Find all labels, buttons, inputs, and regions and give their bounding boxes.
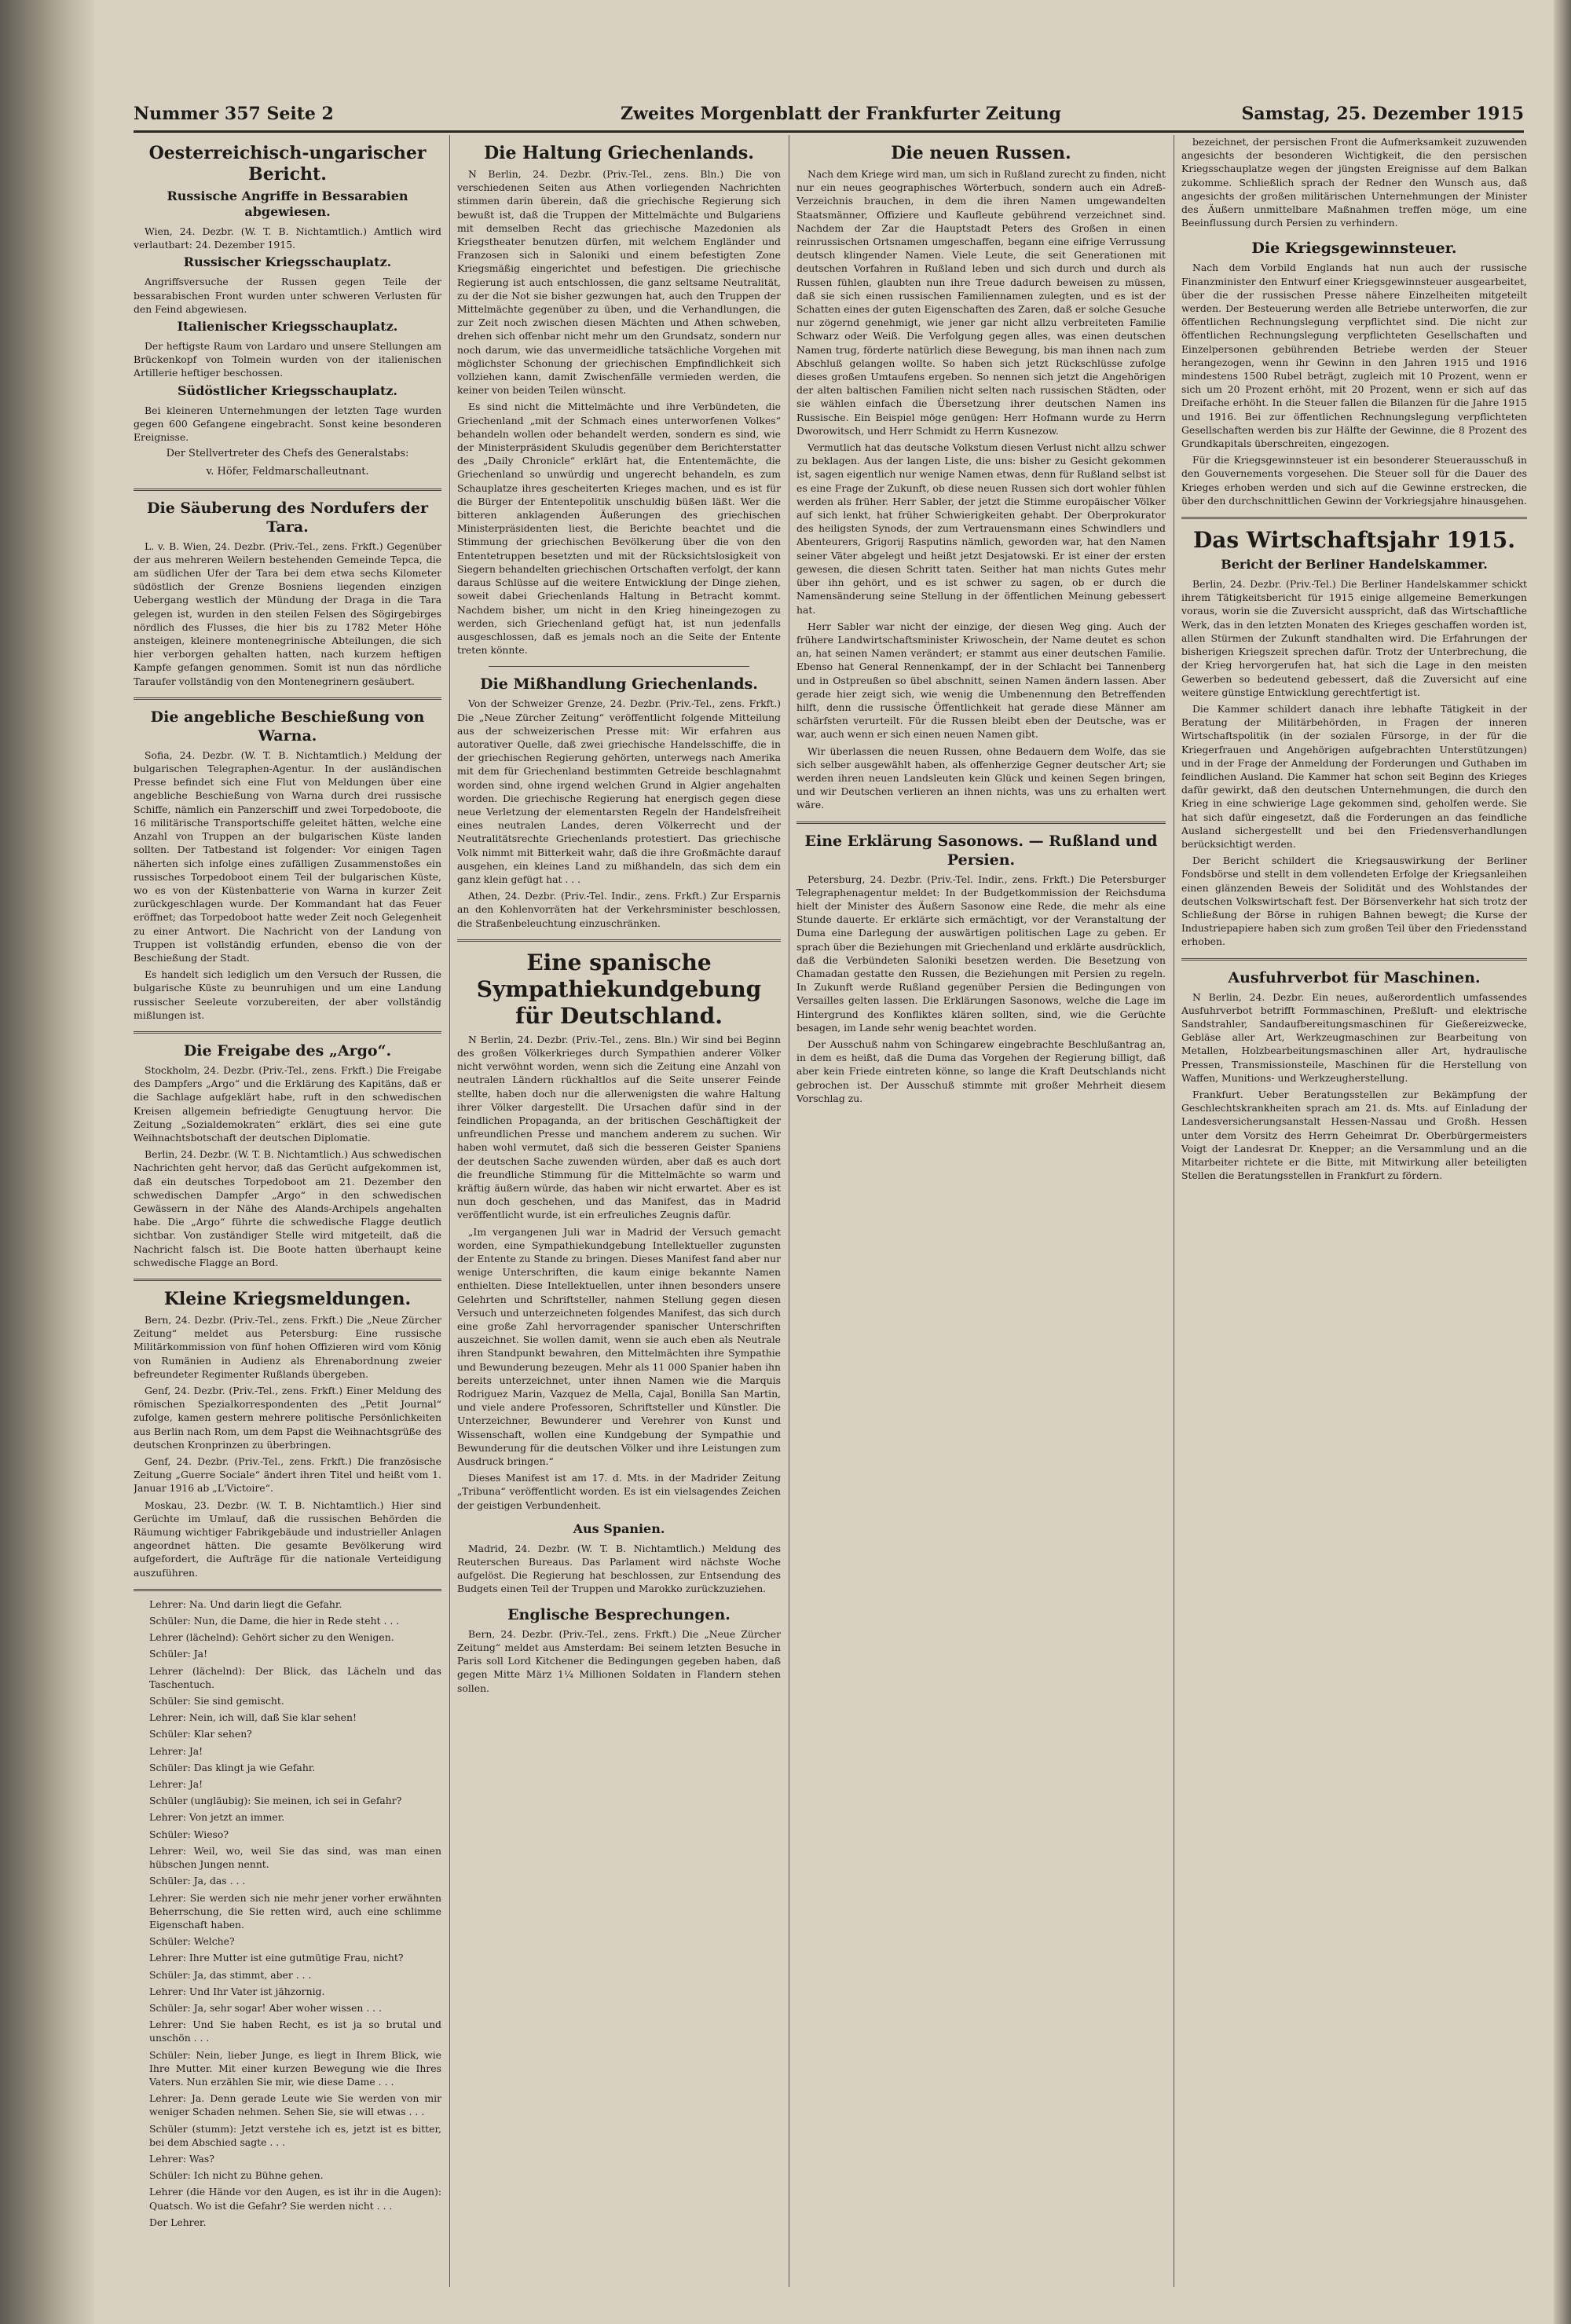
section-heading: Russischer Kriegsschauplatz.	[183, 254, 392, 270]
article-export-ban	[1181, 968, 1527, 1183]
article-paragraph: Es handelt sich lediglich um den Versuch der Russen, die bulgarische Küste zu beunruhigen und um eine Landung russischer Seeleute vorzubereiten, der aber vollständig mißlungen ist.	[134, 968, 441, 1021]
article-paragraph: Stockholm, 24. Dezbr. (Priv.-Tel., zens. Frkft.) Die Freigabe des Dampfers „Argo“ und die Erklärung des Kapitäns, daß er die Sachlage aufgeklärt habe, ruft in den schwedischen Kreisen allgemein befriedigte Genugtuung hervor. Die Zeitung „Sozialdemokraten“ erklärt, dies sei eine gute Weihnachtsbotschaft der deutschen Diplomatie.	[134, 1063, 441, 1144]
article-paragraph: Athen, 24. Dezbr. (Priv.-Tel. Indir., zens. Frkft.) Zur Ersparnis an den Kohlenvorräten hat der Verkehrsminister beschlossen, die Straßenbeleuchtung einzuschränken.	[457, 890, 781, 929]
article-paragraph: Vermutlich hat das deutsche Volkstum diesen Verlust nicht allzu schwer zu beklagen. Aus der langen Liste, die uns: bisher zu Gesicht gekommen ist, sagen eigentlich nur wenige Namen etwas, denn für Rußland selbst ist es eine Frage der Zukunft, ob diese neuen Russen sich dort wohler fühlen werden als früher. Herr Sabler, der jetzt die Stimme europäischer Völker auf sich lenkt, hat früher Schwierigkeiten gehabt. Der Oberprokurator des heiligsten Synods, der zum Vertrauensmann eines Schwindlers und Abenteurers, Grigorij Rasputins nämlich, geworden war, hat den Namen seiner Väter abgelegt und heißt jetzt Desjatowski. Er ist einer der ersten gewesen, die diesen Schritt taten. Seither hat man nichts Gutes mehr über ihn gehört, und es ist schwer zu sagen, ob er durch die Namensänderung seine Stellung in der öffentlichen Meinung gebessert hat.	[796, 441, 1166, 616]
article-paragraph: Sofia, 24. Dezbr. (W. T. B. Nichtamtlich.) Meldung der bulgarischen Telegraphen-Agentur. In der ausländischen Presse befindet sich eine Flut von Meldungen über eine angebliche Beschießung von Warna durch drei russische Schiffe, nämlich ein Panzerschiff und zwei Torpedoboote, die 16 militärische Transportschiffe geleitet hätten, welche eine Anzahl von Truppen an der bulgarischen Küste landen sollten. Der Tatbestand ist folgender: Vor einigen Tagen näherten sich infolge eines zufälligen Zusammenstoßes ein russisches Torpedoboot einem Teil der bulgarischen Küste, wo es von der Küstenbatterie von Warna in kurzer Zeit zurückgeschlagen wurde. Der Kommandant hat das Feuer eröffnet; das Torpedoboot hatte weder Zeit noch Gelegenheit zu einer Antwort. Die Nachricht von der Landung von Truppen ist vollständig erfunden, ebenso die von der Beschießung der Stadt.	[134, 748, 441, 964]
article-subtitle: Bericht der Berliner Handelskammer.	[1221, 557, 1488, 573]
dialog-line: Lehrer: Sie werden sich nie mehr jener vorher erwähnten Beherrschung, die Sie retten wird, auch eine schlimme Eigenschaft haben.	[149, 1891, 441, 1931]
dialog-line: Schüler: Ja, sehr sogar! Aber woher wissen . . .	[149, 2001, 383, 2014]
article-paragraph: Für die Kriegsgewinnsteuer ist ein besonderer Steuerausschuß in den Gouvernements vorgesehen. Die Steuer soll für die Dauer des Krieges erhoben werden und sich auf die Gewinne erstrecken, die über den durchschnittlichen Gewinn der Vorkriegsjahre hinausgehen.	[1181, 454, 1527, 507]
dialog-line: Lehrer (lächelnd): Gehört sicher zu den Wenigen.	[149, 1631, 394, 1644]
column-3	[796, 135, 1166, 2287]
article-title: Die Haltung Griechenlands.	[484, 143, 754, 163]
article-paragraph: Die Kammer schildert danach ihre lebhafte Tätigkeit in der Beratung der Militärbehörden, in Fragen der inneren Wirtschaftspolitik (in der sozialen Fürsorge, in der für die Kriegerfrauen und Angehörigen aufgebrachten Unterstützungen) und in der Frage der Anmeldung der Forderungen und Guthaben im feindlichen Ausland. Die Kammer hat schon seit Beginn des Krieges dafür gewirkt, daß den deutschen Unternehmungen, die durch den Krieg in eine schwierige Lage gekommen sind, geholfen werde. Sie hat sich dafür eingesetzt, daß die Forderungen an das feindliche Ausland sichergestellt und bei den Friedensverhandlungen berücksichtigt werden.	[1181, 702, 1527, 850]
article-paragraph: Nach dem Vorbild Englands hat nun auch der russische Finanzminister den Entwurf einer Kriegsgewinnsteuer ausgearbeitet, über die der russischen Presse nähere Einzelheiten mitgeteilt werden. Der Besteuerung werden alle Betriebe unterworfen, die zur öffentlichen Rechnungslegung verpflichtet sind. Die nicht zur öffentlichen Rechnungslegung verpflichteten Gesellschaften und Einzelpersonen gebührenden Betriebe werden der Steuer herangezogen, wenn ihr Gewinn in den Jahren 1915 und 1916 mindestens 1500 Rubel beträgt, zugleich mit 10 Prozent, wenn er sich um 20 Prozent erhöht, mit 20 Prozent, wenn er sich auf das Dreifache erhöht. In die Steuer fallen die Bilanzen für die Jahre 1915 und 1916. Bei zur öffentlichen Rechnungslegung verpflichteten Gesellschaften werden bis zur Hälfte der Gewinne, die 8 Prozent des Grundkapitals überschreiten, eingezogen.	[1181, 262, 1527, 450]
dialog-line: Schüler: Sie sind gemischt.	[149, 1695, 284, 1707]
article-title: Das Wirtschaftsjahr 1915.	[1192, 527, 1516, 554]
article-argo	[134, 1041, 441, 1269]
article-title: Englische Besprechungen.	[507, 1605, 731, 1623]
dialog-line: Lehrer: Und Ihr Vater ist jähzornig.	[149, 1985, 325, 1997]
feuilleton-dialog	[134, 1598, 441, 2229]
article-tara	[134, 499, 441, 688]
column-4	[1181, 135, 1527, 2287]
article-paragraph: Der Bericht schildert die Kriegsauswirkung der Berliner Fondsbörse und stellt in dem vollendeten Erfolge der Kriegsanleihen einen glänzenden Beweis der Solidität und des Wohlstandes der deutschen Volkswirtschaft fest. Der Börsenverkehr hat sich trotz der Schließung der Börse in ruhigen Bahnen bewegt; die Kurse der Industriepapiere haben sich zum großen Teil über den Friedensstand erhoben.	[1181, 855, 1527, 948]
column-1	[134, 135, 441, 2287]
article-paragraph: Berlin, 24. Dezbr. (W. T. B. Nichtamtlich.) Aus schwedischen Nachrichten geht hervor, daß das Gerücht aufgekommen ist, daß ein deutsches Torpedoboot am 21. Dezember den schwedischen Dampfer „Argo“ in den schwedischen Gewässern in der Nähe des Alands-Archipels angehalten habe. Die „Argo“ führte die schwedische Flagge deutlich sichtbar. Von zuständiger Stelle wird mitgeteilt, daß die Nachricht falsch ist. Die Boote hatten überhaupt keine schwedische Flagge an Bord.	[134, 1148, 441, 1268]
article-paragraph: Bern, 24. Dezbr. (Priv.-Tel., zens. Frkft.) Die „Neue Zürcher Zeitung“ meldet aus Amsterdam: Bei seinem letzten Besuche in Paris soll Lord Kitchener die Bedingungen gegeben haben, daß gegen Mitte März 1¼ Millionen Soldaten in Flandern stehen sollen.	[457, 1627, 781, 1694]
article-paragraph: Der Ausschuß nahm von Schingarew eingebrachte Beschlußantrag an, in dem es heißt, daß die Duma das Vorgehen der Regierung billigt, daß aber kein Friede eintreten könne, so lange die Kraft Deutschlands nicht gebrochen ist. Der Ausschuß stimmte mit großer Mehrheit diesem Vorschlag zu.	[796, 1038, 1166, 1104]
article-title: Die angebliche Beschießung von Warna.	[150, 708, 425, 745]
issue-number: Nummer 357 Seite 2	[134, 104, 334, 124]
dialog-line: Schüler (ungläubig): Sie meinen, ich sei in Gefahr?	[149, 1795, 402, 1807]
article-paragraph: Nach dem Kriege wird man, um sich in Rußland zurecht zu finden, nicht nur ein neues geographisches Wörterbuch, sondern auch ein Adreß-Verzeichnis brauchen, in dem die ihren Namen umgewandelten Staatsmänner, Offiziere und Kaufleute gebührend verzeichnet sind. Nachdem der Zar die Hauptstadt Peters des Großen in einen reinrussischen Ortsnamen umgeschaffen, begann eine eifrige Verrussung deutsch klingender Namen. Viele Leute, die seit Generationen mit deutschen Vorfahren in Rußland leben und sich durch und durch als Russen fühlen, glaubten nun ihre Treue dadurch beweisen zu müssen, daß sie sich einen russischen Familiennamen zulegten, und es ist der Schatten eines der guten Eigenschaften des Zaren, daß er solche Gesuche nur zögernd genehmigt, wie jener gar nicht allzu verbreiteten Familie Schwarz oder Weiß. Die Verfolgung gegen alles, was einen deutschen Namen trug, förderte natürlich diese Bewegung, bis man ihnen nach zum Abschluß gelangen wollte. So haben sich jetzt Rückschlüsse zufolge dieses großen Umtaufens ergeben. So nennen sich jetzt die Angehörigen der alten baltischen Familien nicht selten nach russischen Städten, oder sie wählen einfach die Übersetzung ihrer deutschen Namen ins Russische. Ein Beispiel möge genügen: Herr Hofmann wurde zu Herrn Dworowitsch, und Herr Schmidt zu Herrn Kusnezow.	[796, 168, 1166, 437]
dialog-line: Lehrer: Von jetzt an immer.	[149, 1811, 285, 1824]
article-title: Die neuen Russen.	[891, 143, 1071, 163]
issue-date: Samstag, 25. Dezember 1915	[1241, 104, 1524, 124]
dialog-line: Schüler: Wieso?	[149, 1828, 229, 1840]
column-rule	[449, 135, 450, 2287]
article-title: Die Kriegsgewinnsteuer.	[1251, 240, 1457, 258]
column-2	[457, 135, 781, 2287]
article-warna	[134, 708, 441, 1022]
dialog-line: Lehrer: Was?	[149, 2152, 214, 2165]
dialog-signature: Der Lehrer.	[149, 2216, 207, 2228]
article-title: Kleine Kriegsmeldungen.	[163, 1288, 412, 1309]
article-paragraph: L. v. B. Wien, 24. Dezbr. (Priv.-Tel., zens. Frkft.) Gegenüber der aus mehreren Weilern bestehenden Gemeinde Tepca, die am südlichen Ufer der Tara bei dem etwa sechs Kilometer südöstlich der Grenze Bosniens liegenden einzigen Uebergang westlich der Mündung der Draga in die Tara gelegen ist, wurden in den steilen Felsen des Sögirgebirges nördlich des Flusses, die hier bis zu 1782 Meter Höhe ansteigen, kleinere montenegrinische Abteilungen, die sich hier verborgen gehalten hatten, nach kurzem heftigen Kampfe gefangen genommen. Somit ist nun das nördliche Taraufer vollständig von den Montenegrinern gesäubert.	[134, 540, 441, 687]
dialog-line: Schüler: Nein, lieber Junge, es liegt in Ihrem Blick, wie Ihre Mutter. Mit einer kurzen Bewegung wie die Ihres Vaters. Nun erzählen Sie mir, wie diese Dame . . .	[149, 2048, 441, 2088]
article-paragraph: Genf, 24. Dezbr. (Priv.-Tel., zens. Frkft.) Die französische Zeitung „Guerre Sociale“ ändert ihren Titel und heißt vom 1. Januar 1916 ab „L'Victoire“.	[134, 1455, 441, 1495]
dialog-line: Schüler: Ich nicht zu Bühne gehen.	[149, 2169, 324, 2182]
dialog-line: Schüler: Ja, das . . .	[149, 1875, 246, 1887]
article-paragraph: Wien, 24. Dezbr. (W. T. B. Nichtamtlich.) Amtlich wird verlautbart: 24. Dezember 1915.	[134, 225, 441, 251]
dialog-line: Lehrer: Ihre Mutter ist eine gutmütige Frau, nicht?	[149, 1952, 404, 1964]
article-divider	[1181, 517, 1527, 519]
article-paragraph: N Berlin, 24. Dezbr. (Priv.-Tel., zens. Bln.) Wir sind bei Beginn des großen Völkerkrieges durch Sympathien anderer Völker nicht verwöhnt worden, wenn sich die Zeitung eine Anzahl von neutralen Ländern rückhaltlos auf die Seite unserer Feinde stellte, haben doch nur die allerwenigsten die wahre Haltung ihrer Völker dargestellt. Die Ursachen dafür sind in der feindlichen Propaganda, an der britischen Geschäftigkeit der unfreundlichen Presse und manchem anderem zu suchen. Wir haben wohl vermutet, daß sich die besseren Geister Spaniens der deutschen Sache zuwenden würden, aber daß es auch dort die freundliche Stimmung für die Mittelmächte so warm und kräftig äußern würde, das haben wir nicht erwartet. Aber es ist nun doch geschehen, und das Manifest, das in Madrid veröffentlicht wurde, ist ein erfreuliches Zeugnis dafür.	[457, 1033, 781, 1221]
article-paragraph: bezeichnet, der persischen Front die Aufmerksamkeit zuzuwenden angesichts der besonderen Wichtigkeit, die den persischen Kriegsschauplatze wegen der jüngsten Ereignisse auf dem Balkan zukomme. Schließlich sprach der Redner den Wunsch aus, daß angesichts der großen militärischen Unternehmungen der Minister des Äußern unmittelbare Maßnahmen treffen möge, um eine Beeinflussung durch Persien zu verhindern.	[1181, 136, 1527, 229]
article-divider	[134, 697, 441, 700]
dialog-line: Lehrer: Und Sie haben Recht, es ist ja so brutal und unschön . . .	[149, 2018, 441, 2044]
article-paragraph: Es sind nicht die Mittelmächte und ihre Verbündeten, die Griechenland „mit der Schmach eines unterworfenen Volkes“ behandeln wollen oder behandelt werden, sondern es sind, wie der Ministerpräsident Skuludis gegenüber dem Berichterstatter des „Daily Chronicle“ erklärt hat, die Ententemächte, die Griechenland so unwürdig und ungerecht behandeln, es zum Schauplatze ihres gescheiterten Krieges machen, und es ist für die Bürger der Ententepolitik unschuldig büßen läßt. Wer die bitteren anklagenden Äußerungen des griechischen Ministerpräsidenten liest, die Berichte beachtet und die Stimmung der griechischen Bevölkerung über die von den Ententetruppen besetzten und mit der Rücksichtslosigkeit von Siegern behandelten griechischen Ortschaften verfolgt, der kann daraus Schlüsse auf die weitere Entwicklung der Dinge ziehen, soweit dabei Griechenlands Haltung in Betracht kommt. Nachdem bisher, um nicht in den Krieg hineingezogen zu werden, sich Griechenland gefügt hat, ist nun jedenfalls ausgeschlossen, daß es jemals noch an die Seite der Entente treten könnte.	[457, 401, 781, 657]
signature-name: v. Höfer, Feldmarschalleutnant.	[206, 466, 369, 478]
article-title: Eine spanische Sympathiekundgebung für Deutschland.	[476, 949, 762, 1029]
article-divider	[134, 489, 441, 491]
section-heading: Südöstlicher Kriegsschauplatz.	[177, 382, 397, 398]
dialog-line: Lehrer (lächelnd): Der Blick, das Lächeln und das Taschentuch.	[149, 1664, 441, 1690]
article-greece-stance	[457, 143, 781, 657]
newspaper-title: Zweites Morgenblatt der Frankfurter Zeitung	[621, 104, 1061, 124]
article-title: Die Freigabe des „Argo“.	[183, 1041, 392, 1060]
dialog-line: Schüler: Das klingt ja wie Gefahr.	[149, 1761, 316, 1773]
article-paragraph: Madrid, 24. Dezbr. (W. T. B. Nichtamtlich.) Meldung des Reuterschen Bureaus. Das Parlament wird nächste Woche aufgelöst. Die Regierung hat beschlossen, zur Entsendung des Budgets einen Teil der Truppen und Marokko zurückzuziehen.	[457, 1542, 781, 1595]
article-paragraph: Dieses Manifest ist am 17. d. Mts. in der Madrider Zeitung „Tribuna“ veröffentlicht worden. Es ist ein vielsagendes Zeichen der geistigen Verbundenheit.	[457, 1472, 781, 1511]
binding-shadow	[0, 0, 94, 2324]
section-heading: Italienischer Kriegsschauplatz.	[177, 319, 398, 335]
article-greece-mistreatment	[457, 675, 781, 929]
article-paragraph: N Berlin, 24. Dezbr. (Priv.-Tel., zens. Bln.) Die von verschiedenen Seiten aus Athen vorliegenden Nachrichten stimmen darin überein, daß die griechische Regierung sich bewußt ist, daß die Truppen der Mittelmächte und Bulgariens mit demselben Recht das griechische Mazedonien als Kriegstheater benutzen dürfen, mit welchem Engländer und Franzosen sich in Saloniki und einem befestigten Zone Kriegsmäßig eingerichtet und befestigen. Die griechische Regierung ist auch entschlossen, die ganz seltsame Neutralität, zu der die Not sie bisher gezwungen hat, auch den Truppen der Mittelmächte gegenüber zu üben, und die Verhandlungen, die zur Zeit noch zwischen diesen Mächten und Athen schweben, drehen sich offenbar nicht mehr um den Grundsatz, sondern nur noch darum, wie das unvermeidliche tatsächliche Vorgehen mit möglichster Schonung der griechischen Empfindlichkeit sich vollziehen kann, damit Zwischenfälle vermieden werden, die keiner von beiden Teilen wünscht.	[457, 168, 781, 397]
dialog-line: Lehrer (die Hände vor den Augen, es ist ihr in die Augen): Quatsch. Wo ist die Gefahr? Sie werden nicht . . .	[149, 2186, 441, 2212]
article-paragraph: Wir überlassen die neuen Russen, ohne Bedauern dem Wolfe, das sie sich selber ausgewählt haben, als offenherzige Gegner deutscher Art; sie werden ihren neuen Landsleuten kein Glück und keinen Segen bringen, und wir Deutschen verlieren an ihnen nichts, was uns zu erhalten wert wäre.	[796, 745, 1166, 811]
article-paragraph: Von der Schweizer Grenze, 24. Dezbr. (Priv.-Tel., zens. Frkft.) Die „Neue Zürcher Zeitung“ veröffentlicht folgende Mitteilung aus der schweizerischen Presse mit: Wir erfahren aus autorativer Quelle, daß zwei griechische Handelsschiffe, die in der griechischen Regierung gehörten, unterwegs nach Amerika mit dem für Griechenland bestimmten Getreide beschlagnahmt worden sind, ohne irgend welchen Grund in Algier angehalten worden. Die griechische Regierung hat energisch gegen diese neue Verletzung der elementarsten Regeln der Handelsfreiheit eines neutralen Landes, deren Völkerrecht und der Neutralitätsrechte Griechenlands protestiert. Das griechische Volk nimmt mit Bitterkeit wahr, daß die ihre Großmächte darauf ausgehen, ein kleines Land zu mißhandeln, das sich dem ein ganz klein gefügt hat . . .	[457, 697, 781, 885]
article-divider	[489, 666, 749, 667]
dialog-line: Lehrer: Weil, wo, weil Sie das sind, was man einen hübschen Jungen nennt.	[149, 1844, 441, 1871]
article-title: Ausfuhrverbot für Maschinen.	[1228, 968, 1481, 986]
article-divider	[1181, 958, 1527, 961]
article-austrian-report	[134, 143, 441, 479]
article-paragraph: Frankfurt. Ueber Beratungsstellen zur Bekämpfung der Geschlechtskrankheiten sprach am 21. ds. Mts. auf Einladung der Landesversicherungsanstalt Hessen-Nassau und Großh. Hessen unter dem Vorsitz des Herrn Geheimrat Dr. Oberbürgermeisters Voigt der Landesrat Dr. Knepper; an die Versammlung und an die Mitarbeiter richtete er die Bitte, mit Mitwirkung aller beteiligten Stellen die Beratungsstellen in Frankfurt zu fördern.	[1181, 1088, 1527, 1182]
article-divider	[134, 1589, 441, 1591]
dialog-line: Schüler: Nun, die Dame, die hier in Rede steht . . .	[149, 1615, 400, 1627]
dialog-line: Schüler: Ja!	[149, 1648, 208, 1660]
dialog-line: Schüler (stumm): Jetzt verstehe ich es, jetzt ist es bitter, bei dem Abschied sagte . . .	[149, 2122, 441, 2148]
article-paragraph: Herr Sabler war nicht der einzige, der diesen Weg ging. Auch der frühere Landwirtschaftsminister Kriwoschein, der Name deutet es schon an, hat seinen Namen verändert; er stammt aus einer deutschen Familie. Ebenso hat General Rennenkampf, der in der Schlacht bei Tannenberg und in Ostpreußen so übel abschnitt, seinen Namen ändern lassen. Aber gerade hier zeigt sich, wie wenig die Umbenennung den Betreffenden hilft, denn die russische Öffentlichkeit hat gerade diese Männer am schärfsten verurteilt. Für die Russen bleibt eben der Deutsche, was er war, auch wenn er sich einen neuen Namen gibt.	[796, 620, 1166, 741]
article-subtitle: Russische Angriffe in Bessarabien abgewiesen.	[167, 188, 408, 219]
article-title: Die Mißhandlung Griechenlands.	[480, 675, 758, 694]
article-divider	[134, 1031, 441, 1034]
signature-line: Der Stellvertreter des Chefs des Generalstabs:	[166, 448, 409, 460]
article-paragraph: Bei kleineren Unternehmungen der letzten Tage wurden gegen 600 Gefangene eingebracht. Sonst keine besonderen Ereignisse.	[134, 404, 441, 444]
page-edge	[1554, 0, 1571, 2324]
dialog-line: Lehrer: Na. Und darin liegt die Gefahr.	[149, 1598, 342, 1610]
dialog-line: Schüler: Klar sehen?	[149, 1728, 252, 1740]
article-paragraph: Angriffsversuche der Russen gegen Teile der bessarabischen Front wurden unter schweren Verlusten für den Feind abgewiesen.	[134, 276, 441, 315]
article-paragraph: Petersburg, 24. Dezbr. (Priv.-Tel. Indir., zens. Frkft.) Die Petersburger Telegraphenagentur meldet: In der Budgetkommission der Reichsduma hielt der Minister des Äußern Sasonow eine Rede, die mehr als eine Stunde dauerte. Er erklärte sich ermächtigt, vor der Veranstaltung der Duma eine Darlegung der auswärtigen politischen Lage zu geben. Er sprach über die Beziehungen mit Griechenland und erklärte ausdrücklich, daß die Verbündeten Saloniki besetzen werden. Die Besetzung von Chamadan gestatte den Russen, die Beziehungen mit Persien zu regeln. In Zukunft werde Rußland gegenüber Persien die Bedingungen von Versailles gelten lassen. Die Erklärungen Sasonows, welche die Lage im Hintergrund des Konfliktes klären sollten, sind, wie die Gerüchte besagen, im Lande sehr wenig beachtet worden.	[796, 873, 1166, 1034]
article-spain	[457, 1521, 781, 1596]
dialog-line: Lehrer: Nein, ich will, daß Sie klar sehen!	[149, 1711, 357, 1724]
article-paragraph: „Im vergangenen Juli war in Madrid der Versuch gemacht worden, eine Sympathiekundgebung Intellektueller zugunsten der Entente zu Stande zu bringen. Dieses Manifest fand aber nur wenige Unterschriften, die kaum einige bekannte Namen enthielten. Diese Intellektuellen, unter ihnen besonders unsere Gelehrten und Schriftsteller, nahmen Stellung gegen diesen Versuch und unterzeichneten folgendes Manifest, das sich durch eine große Zahl hervorragender spanischer Unterschriften auszeichnet. Sie wollen damit, wenn sie auch eben als Neutrale ihren Standpunkt bewahren, den Mittelmächten ihre Sympathie und Bewunderung bezeugen. Mehr als 11 000 Spanier haben ihn bereits unterzeichnet, unter ihnen Namen wie die Marquis Rodriguez Marin, Vazquez de Mella, Cajal, Bonilla San Martin, und viele andere Professoren, Schriftsteller und Künstler. Die Unterzeichner, Bewunderer und Verehrer von Kunst und Wissenschaft, wollen eine Kundgebung der Sympathie und Bewunderung für die deutschen Völker und ihre Leistungen zum Ausdruck bringen.“	[457, 1225, 781, 1468]
article-spanish-sympathy	[457, 950, 781, 1512]
dialog-line: Lehrer: Ja. Denn gerade Leute wie Sie werden von mir weniger Schaden nehmen. Sehen Sie, sie will etwas . . .	[149, 2092, 441, 2118]
article-continuation	[1181, 135, 1527, 229]
dialog-line: Lehrer: Ja!	[149, 1744, 203, 1757]
article-economic-year	[1181, 527, 1527, 948]
article-paragraph: Moskau, 23. Dezbr. (W. T. B. Nichtamtlich.) Hier sind Gerüchte im Umlauf, daß die russischen Behörden die Räumung wichtiger Fabrikgebäude und industrieller Anlagen angeordnet hätten. Die gesamte Bevölkerung wird aufgefordert, die Aufträge für die nationale Verteidigung auszuführen.	[134, 1499, 441, 1579]
article-divider	[457, 939, 781, 942]
article-paragraph: N Berlin, 24. Dezbr. Ein neues, außerordentlich umfassendes Ausfuhrverbot betrifft Formmaschinen, Preßluft- und elektrische Sandstrahler, Sandaufbereitungsmaschinen für Gießereizwecke, Gebläse aller Art, Werkzeugmaschinen zur Bearbeitung von Metallen, Holzbearbeitungsmaschinen aller Art, hydraulische Pressen, Transmissionsteile, Maschinen für die Herstellung von Waffen, Munitions- und Werkzeugherstellung.	[1181, 990, 1527, 1084]
article-war-profit-tax	[1181, 239, 1527, 507]
article-war-notes	[134, 1289, 441, 1579]
article-title: Die Säuberung des Nordufers der Tara.	[147, 499, 428, 536]
article-paragraph: Der heftigste Raum von Lardaro und unsere Stellungen am Brückenkopf von Tolmein wurden von der italienischen Artillerie heftiger beschossen.	[134, 340, 441, 379]
article-paragraph: Bern, 24. Dezbr. (Priv.-Tel., zens. Frkft.) Die „Neue Zürcher Zeitung“ meldet aus Petersburg: Eine russische Militärkommission von fünf hohen Offizieren wird vom König von Rumänien in Audienz als Ehrenabordnung zweier befreundeter Regimenter Rußlands übergeben.	[134, 1313, 441, 1380]
article-paragraph: Genf, 24. Dezbr. (Priv.-Tel., zens. Frkft.) Einer Meldung des römischen Spezialkorrespondenten des „Petit Journal“ zufolge, kamen gestern mehrere politische Persönlichkeiten aus Berlin nach Rom, um dem Papst die Weihnachtsgrüße des deutschen Kronprinzen zu überbringen.	[134, 1385, 441, 1451]
dialog-line: Schüler: Ja, das stimmt, aber . . .	[149, 1968, 312, 1981]
article-english-talks	[457, 1605, 781, 1695]
article-title: Aus Spanien.	[573, 1521, 665, 1536]
article-divider	[134, 1279, 441, 1281]
masthead	[134, 102, 1524, 133]
article-new-russians	[796, 143, 1166, 812]
article-title: Eine Erklärung Sasonows. — Rußland und Persien.	[804, 832, 1158, 869]
dialog-line: Schüler: Welche?	[149, 1935, 235, 1948]
article-paragraph: Berlin, 24. Dezbr. (Priv.-Tel.) Die Berliner Handelskammer schickt ihrem Tätigkeitsbericht für 1915 einige allgemeine Bemerkungen voraus, worin sie die Zuversicht ausspricht, daß das Wirtschaftliche Werk, das in den letzten Monaten des Krieges geschaffen worden ist, allen Stürmen der Zukunft standhalten wird. Die Erfahrungen der bisherigen Kriegszeit sprechen dafür. Trotz der Unterbrechung, die der Krieg hervorgerufen hat, hat sich die Lage in den meisten Gewerben so bedeutend gebessert, daß die Zuversicht auf eine weitere günstige Entwicklung gerechtfertigt ist.	[1181, 578, 1527, 698]
article-title: Oesterreichisch-ungarischer Bericht.	[148, 143, 427, 185]
article-sasonow	[796, 832, 1166, 1105]
dialog-line: Lehrer: Ja!	[149, 1778, 203, 1791]
article-divider	[796, 822, 1166, 824]
